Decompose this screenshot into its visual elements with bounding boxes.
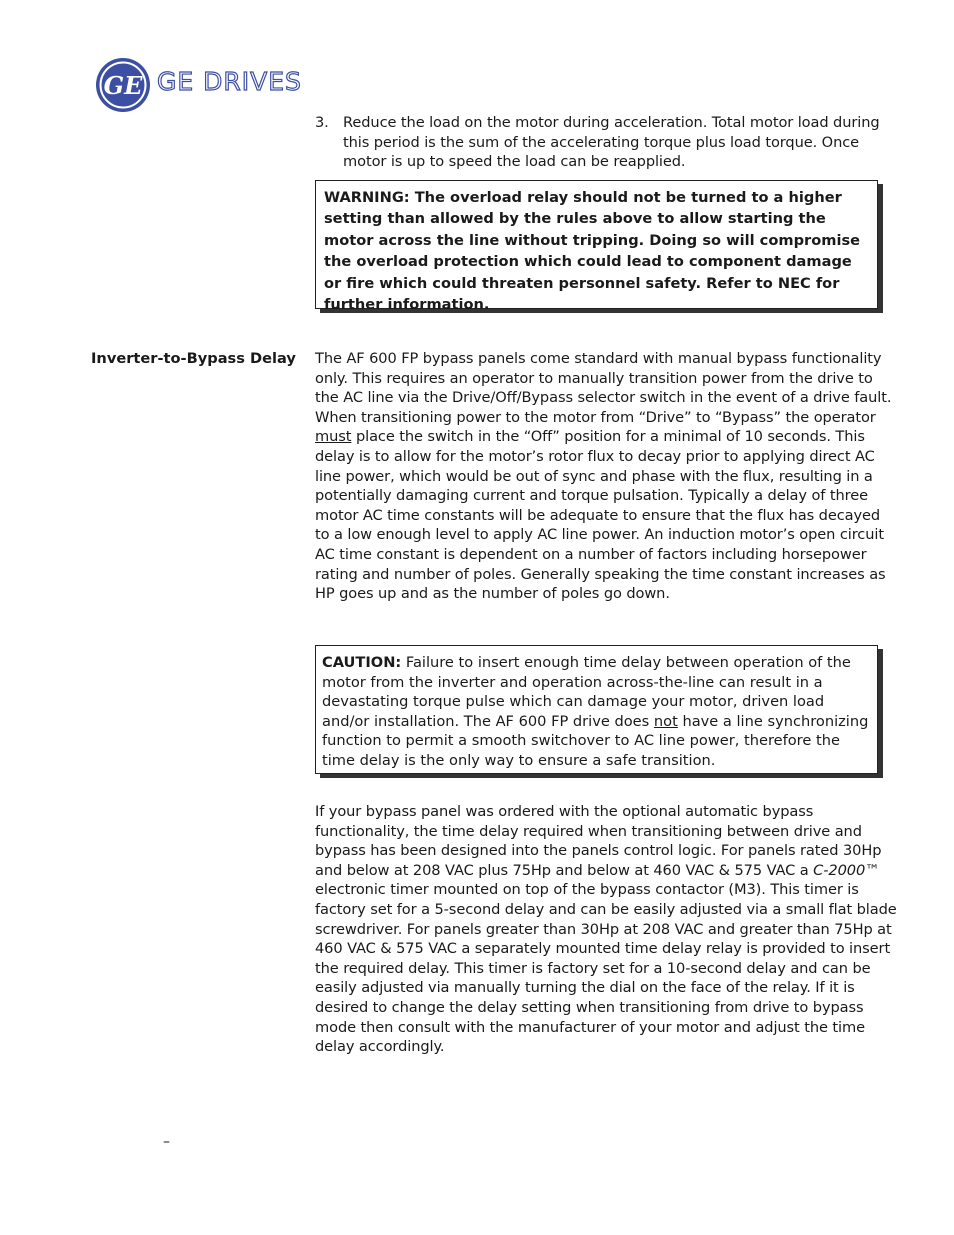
para-text: place the switch in the “Off” position for a minimal of 10 seconds. This delay is to allow for the motor’s rotor flux to decay prior to applying direct AC line power, which would be out of sync and phase with the flux, resulting in a potentially damaging current and torque pulsation. Typically a delay of three motor AC time constants will be adequate to ensure that the flux has decayed to a low enough level to apply AC line power. An induction motor’s open circuit AC time constant is dependent on a number of factors including horsepower rating and number of poles. Generally speaking the time constant increases as HP goes up and as the number of poles go down. bbox=[315, 428, 886, 603]
caution-body: Failure to insert enough time delay between operation of the motor from the inverter and operation across-the-line can result in a devastating torque pulse which can damage your motor, driven load and/or installation. The AF 600 FP drive does bbox=[322, 654, 851, 730]
ge-monogram-icon bbox=[93, 57, 153, 113]
emphasis-must: must bbox=[315, 428, 352, 446]
automatic-bypass-paragraph bbox=[315, 802, 897, 1057]
caution-box bbox=[315, 645, 878, 774]
product-name: C-2000 bbox=[813, 861, 866, 879]
warning-text: WARNING: The overload relay should not be turned to a higher setting than allowed by the rules above to allow starting the motor across the line without tripping. Doing so will compromise the overload protection which could lead to component damage or fire which could threaten personnel safety. Refer to NEC for further information. bbox=[324, 189, 861, 314]
brand-name: GE DRIVES bbox=[157, 67, 302, 96]
monogram-text: GE bbox=[103, 71, 143, 100]
list-item-step-3 bbox=[315, 113, 895, 172]
ge-drives-logo bbox=[93, 57, 323, 113]
caution-body: have a line synchronizing function to permit a smooth switchover to AC line power, therefore the time delay is the only way to ensure a safe transition. bbox=[322, 712, 869, 769]
bypass-delay-paragraph bbox=[315, 349, 895, 604]
list-number: 3. bbox=[315, 114, 329, 131]
list-item-text: Reduce the load on the motor during acceleration. Total motor load during this period is the sum of the accelerating torque plus load torque. Once motor is up to speed the load can be reapplied. bbox=[343, 114, 880, 171]
para-text: If your bypass panel was ordered with the optional automatic bypass functionality, the time delay required when transitioning between drive and bypass has been designed into the panels control logic. For panels rated 30Hp and below at 208 VAC plus 75Hp and below at 460 VAC & 575 VAC a bbox=[315, 803, 882, 879]
caution-label: CAUTION: bbox=[322, 654, 402, 671]
para-text: ™ electronic timer mounted on top of the bypass contactor (M3). This timer is factory set for a 5-second delay and can be easily adjusted via a small flat blade screwdriver. For panels greater than 30Hp at 208 VAC and greater than 75Hp at 460 VAC & 575 VAC a separately mounted time delay relay is provided to insert the required delay. This timer is factory set for a 10-second delay and can be easily adjusted via manually turning the dial on the face of the relay. If it is desired to change the delay setting when transitioning from drive to bypass mode then consult with the manufacturer of your motor and adjust the time delay accordingly. bbox=[315, 861, 897, 1056]
footer-mark: – bbox=[163, 1134, 170, 1150]
para-text: The AF 600 FP bypass panels come standard with manual bypass functionality only. This requires an operator to manually transition power from the drive to the AC line via the Drive/Off/Bypass selector switch in the event of a drive fault. When transitioning power to the motor from “Drive” to “Bypass” the operator bbox=[315, 350, 892, 426]
warning-box bbox=[315, 180, 878, 314]
caution-text bbox=[322, 653, 871, 771]
emphasis-not: not bbox=[653, 712, 678, 730]
section-heading: Inverter-to-Bypass Delay bbox=[91, 350, 296, 367]
